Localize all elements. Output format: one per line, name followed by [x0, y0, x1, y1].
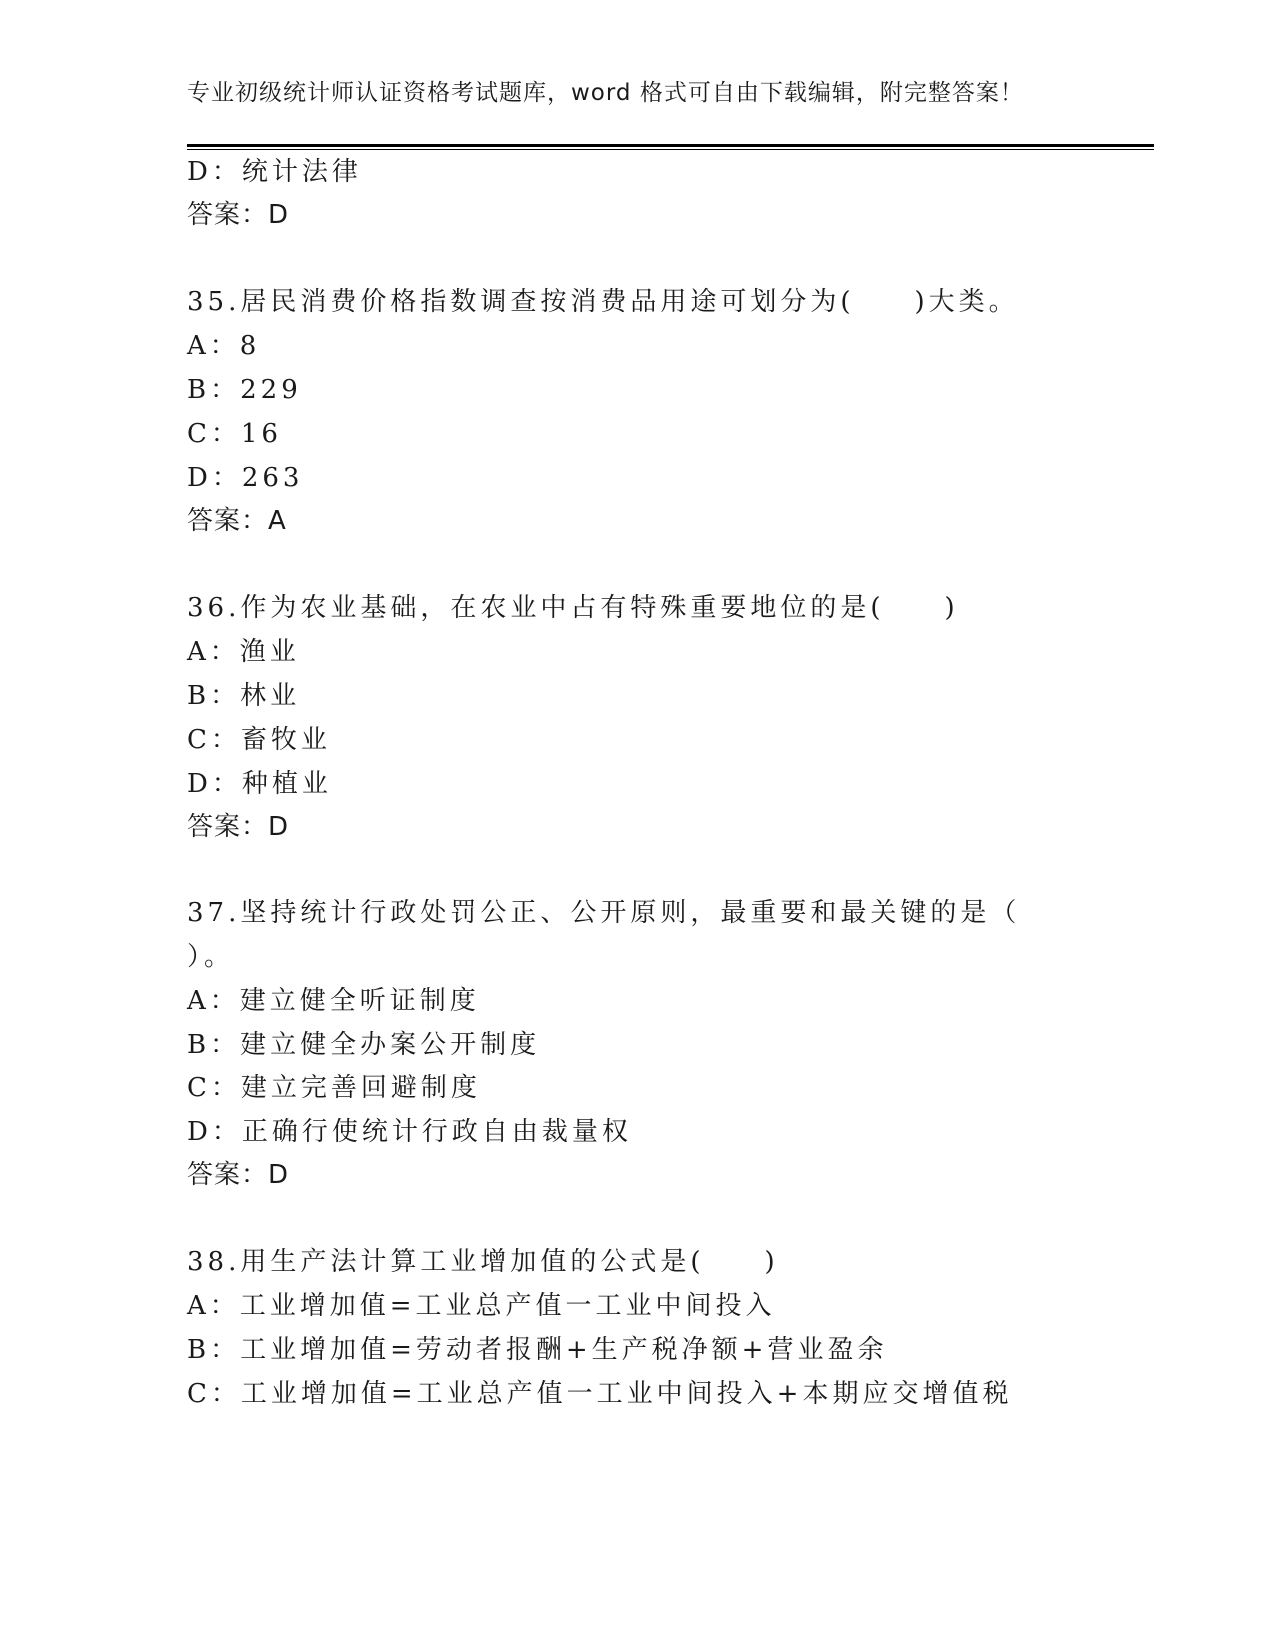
question-38: 38.用生产法计算工业增加值的公式是( ) — [187, 1247, 779, 1277]
question-35: 35.居民消费价格指数调查按消费品用途可划分为( )大类。 — [187, 287, 1019, 317]
option-d: D：统计法律 — [187, 157, 362, 187]
option-a: A：8 — [187, 331, 261, 361]
answer: 答案：D — [187, 1160, 290, 1190]
page-header: 专业初级统计师认证资格考试题库，word 格式可自由下载编辑，附完整答案！ — [187, 80, 1024, 106]
answer: 答案：D — [187, 812, 290, 842]
option-c: C：建立完善回避制度 — [187, 1073, 481, 1103]
answer: 答案：A — [187, 506, 287, 536]
question-37-cont: ）。 — [187, 942, 235, 972]
option-b: B：建立健全办案公开制度 — [187, 1030, 541, 1060]
option-c: C：畜牧业 — [187, 725, 331, 755]
option-a: A：工业增加值=工业总产值一工业中间投入 — [187, 1291, 776, 1321]
option-d: D：263 — [187, 463, 304, 493]
option-d: D：种植业 — [187, 769, 332, 799]
option-a: A：渔业 — [187, 637, 300, 667]
option-a: A：建立健全听证制度 — [187, 986, 480, 1016]
option-b: B：工业增加值=劳动者报酬+生产税净额+营业盈余 — [187, 1335, 888, 1365]
option-d: D：正确行使统计行政自由裁量权 — [187, 1117, 632, 1147]
question-36: 36.作为农业基础，在农业中占有特殊重要地位的是( ) — [187, 593, 959, 623]
option-b: B：229 — [187, 375, 302, 405]
header-rule-thick — [187, 144, 1154, 147]
option-c: C：16 — [187, 419, 282, 449]
answer: 答案：D — [187, 200, 290, 230]
header-rule-thin — [187, 149, 1154, 150]
question-37: 37.坚持统计行政处罚公正、公开原则，最重要和最关键的是（ — [187, 898, 1021, 928]
option-c: C：工业增加值=工业总产值一工业中间投入+本期应交增值税 — [187, 1379, 1013, 1409]
option-b: B：林业 — [187, 681, 301, 711]
